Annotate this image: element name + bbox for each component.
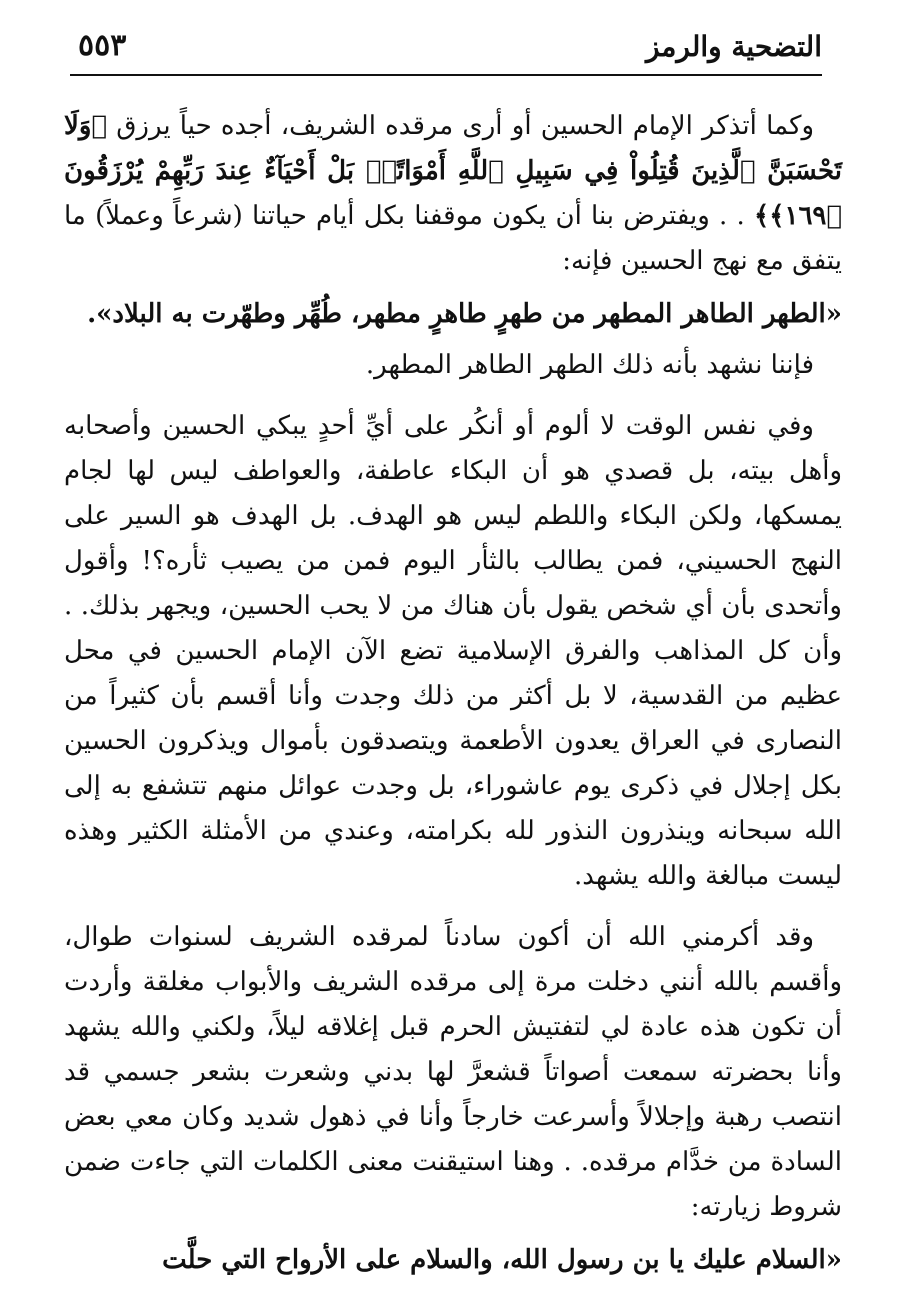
page-number: ٥٥٣ xyxy=(78,28,127,63)
paragraph-4: وقد أكرمني الله أن أكون سادناً لمرقده الشريف لسنوات طوال، وأقسم بالله أنني دخلت مرة إلى مرقده الشريف والأبواب مغلقة وأردت أن تكون هذه عادة لي لتفتيش الحرم قبل إغلاقه ليلاً، ولكني والله يشهد وأنا بحضرته سمعت أصواتاً قشعرَّ لها بدني وشعرت بشعر جسمي قد انتصب رهبة وإجلالاً وأسرعت خارجاً وأنا في ذهول شديد وكان معي بعض السادة من خدَّام مرقده. . وهنا استيقنت معنى الكلمات التي جاءت ضمن شروط زيارته: xyxy=(64,922,842,1222)
paragraph-3: وفي نفس الوقت لا ألوم أو أنكُر على أيِّ أحدٍ يبكي الحسين وأصحابه وأهل بيته، بل قصدي هو أن البكاء عاطفة، والعواطف ليس لها لجام يمسكها، ولكن البكاء واللطم ليس هو الهدف. بل الهدف هو السير على النهج الحسيني، فمن يطالب بالثأر اليوم فمن من يصيب ثأره؟! وأقول وأتحدى بأن أي شخص يقول بأن هناك من لا يحب الحسين، ويجهر بذلك. . وأن كل المذاهب والفرق الإسلامية تضع الآن الإمام الحسين في محل عظيم من القدسية، لا بل أكثر من ذلك وجدت وأنا أقسم بأن كثيراً من النصارى في العراق يعدون الأطعمة ويتصدقون بأموال ويذكرون الحسين بكل إجلال في ذكرى يوم عاشوراء، بل وجدت عوائل منهم تتشفع به إلى الله سبحانه وينذرون النذور لله بكرامته، وعندي من الأمثلة الكثير وهذه ليست مبالغة والله يشهد. xyxy=(64,411,842,891)
running-header xyxy=(70,28,822,72)
page-body xyxy=(64,104,842,1283)
chapter-title: التضحية والرمز xyxy=(645,30,822,63)
quotation-2: «السلام عليك يا بن رسول الله، والسلام على الأرواح التي حلَّت xyxy=(162,1245,842,1275)
paragraph-2: فإننا نشهد بأنه ذلك الطهر الطاهر المطهر. xyxy=(365,350,814,380)
quran-verse: ﴿وَلَا تَحْسَبَنَّ ٱلَّذِينَ قُتِلُواْ فِي سَبِيلِ ٱللَّهِ أَمْوَاتًاۢ بَلْ أَحْيَآءٌ عِندَ رَبِّهِمْ يُرْزَقُونَ ﴿١٦٩﴾﴾ xyxy=(64,111,842,231)
paragraph-1-opening: وكما أتذكر الإمام الحسين أو أرى مرقده الشريف، أجده حياً يرزق xyxy=(116,111,814,141)
header-divider xyxy=(70,74,822,76)
quotation-1: «الطهر الطاهر المطهر من طهرٍ طاهرٍ مطهر، طُهِّر وطهّرت به البلاد». xyxy=(87,299,842,329)
paragraph-1-closing: . . ويفترض بنا أن يكون موقفنا بكل أيام حياتنا (شرعاً وعملاً) ما يتفق مع نهج الحسين فإنه: xyxy=(64,201,842,276)
paragraph-1 xyxy=(64,104,842,284)
